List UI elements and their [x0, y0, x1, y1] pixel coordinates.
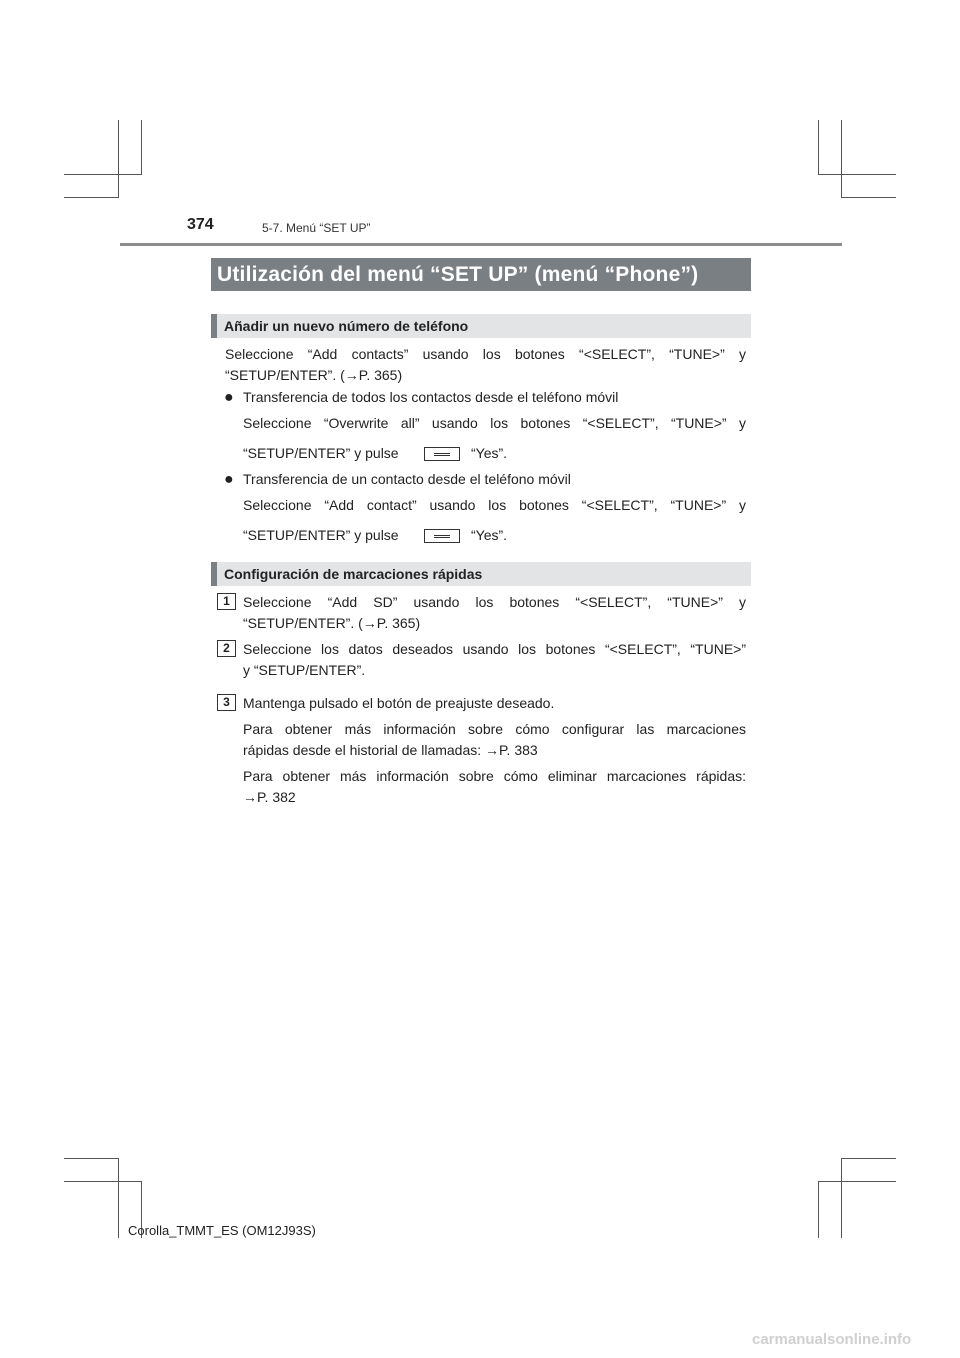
bullet-text: Seleccione “Overwrite all” usando los botones “<SELECT”, “TUNE>” y: [243, 415, 746, 431]
crop-mark: [841, 120, 842, 198]
bullet-icon: ●: [224, 389, 234, 406]
subheading-add-number: Añadir un nuevo número de teléfono: [211, 314, 751, 338]
subheading-speed-dial: Configuración de marcaciones rápidas: [211, 562, 751, 586]
bullet-text: “Yes”.: [471, 445, 508, 461]
bullet-text: “SETUP/ENTER” y pulse: [243, 445, 399, 461]
bullet-title: Transferencia de un contacto desde el teléfono móvil: [243, 471, 571, 487]
crop-mark: [64, 1158, 118, 1159]
bullet-text: Seleccione “Add contact” usando los botones “<SELECT”, “TUNE>” y: [243, 497, 746, 513]
crop-mark: [841, 1158, 896, 1159]
crop-mark: [118, 120, 119, 198]
step-number: 1: [217, 593, 236, 610]
bullet-text: “Yes”.: [471, 527, 508, 543]
arrow-key-icon: [424, 447, 460, 461]
note-text: Para obtener más información sobre cómo configurar las marcaciones: [243, 721, 746, 737]
step-number: 3: [217, 694, 236, 711]
crop-mark: [841, 197, 896, 198]
crop-mark: [818, 120, 819, 175]
crop-mark: [118, 1158, 119, 1238]
crop-mark: [141, 120, 142, 175]
crop-mark: [818, 1181, 896, 1182]
arrow-key-icon: [424, 529, 460, 543]
step-text: “SETUP/ENTER”. (→P. 365): [243, 615, 421, 631]
crop-mark: [64, 1181, 141, 1182]
intro-line: Seleccione “Add contacts” usando los botones “<SELECT”, “TUNE>” y: [225, 346, 746, 362]
page-title: Utilización del menú “SET UP” (menú “Phone”): [211, 258, 751, 291]
page-number: 374: [187, 216, 214, 233]
crop-mark: [64, 174, 141, 175]
step-number: 2: [217, 640, 236, 657]
crop-mark: [841, 1158, 842, 1238]
bullet-text: “SETUP/ENTER” y pulse: [243, 527, 399, 543]
note-text: rápidas desde el historial de llamadas: →P. 383: [243, 742, 538, 758]
bullet-icon: ●: [224, 471, 234, 488]
header-rule: [120, 243, 842, 246]
intro-line: “SETUP/ENTER”. (→P. 365): [225, 367, 403, 383]
note-text: →P. 382: [243, 789, 296, 805]
footer-document-code: Corolla_TMMT_ES (OM12J93S): [128, 1223, 316, 1238]
watermark: carmanualsonline.info: [752, 1331, 912, 1348]
section-label: 5-7. Menú “SET UP”: [262, 221, 371, 235]
step-text: Mantenga pulsado el botón de preajuste deseado.: [243, 695, 555, 711]
step-text: Seleccione los datos deseados usando los botones “<SELECT”, “TUNE>”: [243, 641, 746, 657]
step-text: y “SETUP/ENTER”.: [243, 662, 366, 678]
bullet-title: Transferencia de todos los contactos desde el teléfono móvil: [243, 389, 619, 405]
crop-mark: [818, 1181, 819, 1238]
note-text: Para obtener más información sobre cómo eliminar marcaciones rápidas:: [243, 768, 746, 784]
step-text: Seleccione “Add SD” usando los botones “<SELECT”, “TUNE>” y: [243, 594, 746, 610]
crop-mark: [818, 174, 896, 175]
crop-mark: [64, 197, 118, 198]
